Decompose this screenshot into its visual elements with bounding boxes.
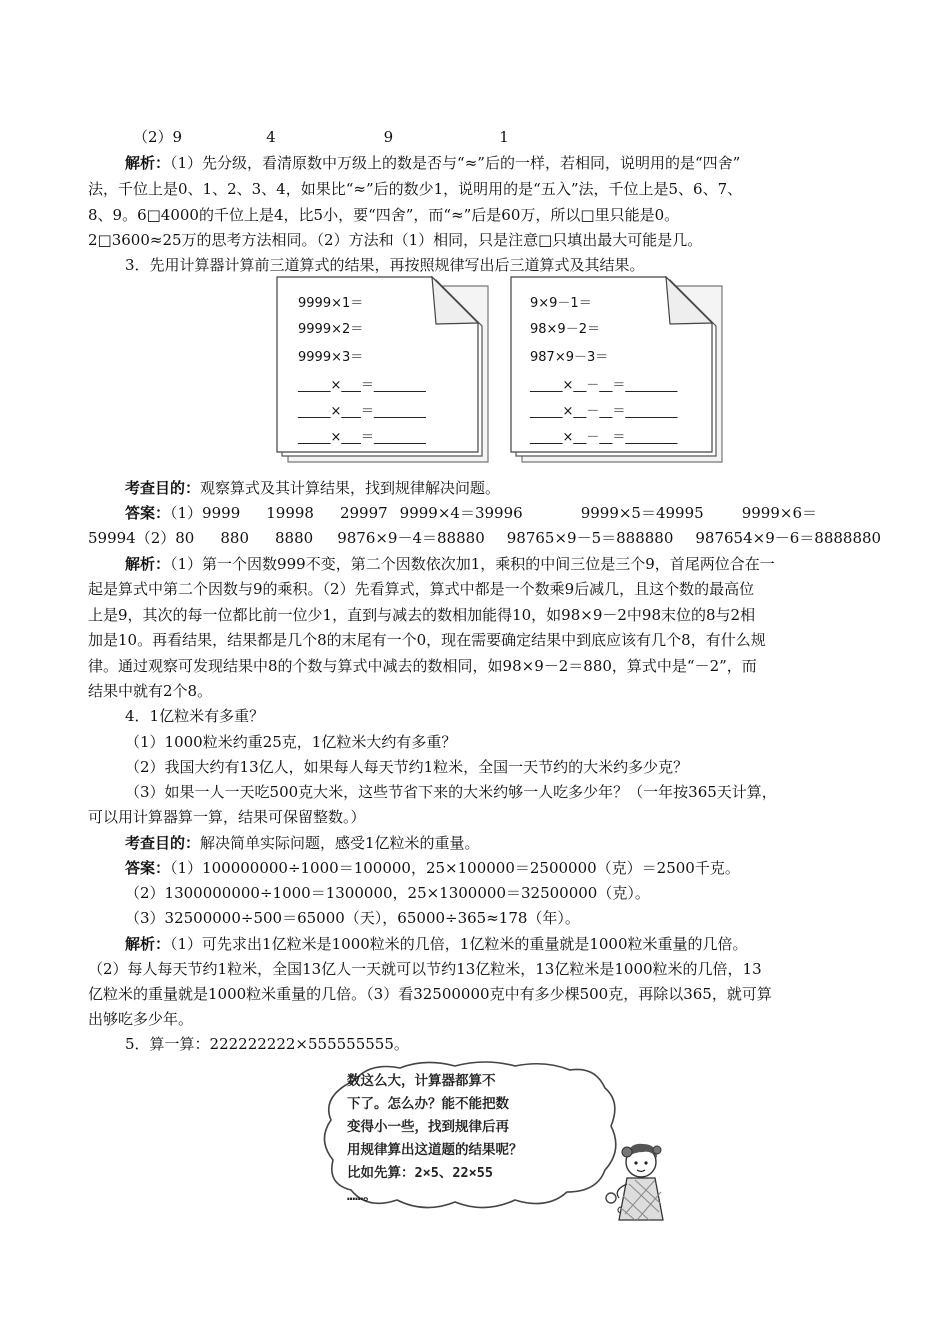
q3-ans-7: 59994（2）80	[88, 529, 195, 547]
q3-ans-5: 9999×5＝49995	[580, 504, 704, 522]
bubble-line-6: ……。	[347, 1188, 377, 1204]
q3-purpose-text: 观察算式及其计算结果，找到规律解决问题。	[200, 479, 501, 497]
q4-purpose	[125, 832, 480, 854]
q4-analysis-line-1	[125, 933, 748, 955]
card-2-eq-1: 9×9－1＝	[530, 296, 592, 311]
q3-purpose	[125, 477, 500, 499]
answer-label: 答案：	[125, 859, 171, 877]
bubble-line-5: 比如先算：2×5、22×55	[347, 1165, 494, 1181]
card-1-blank-1: _____×___＝________	[298, 378, 426, 393]
q3-analysis-line-1	[125, 553, 775, 575]
q4-sub-1: （1）1000粒米约重25克，1亿粒米大约有多重？	[125, 733, 457, 751]
q4-sub-3b: 可以用计算器算一算，结果可保留整数。）	[88, 808, 366, 826]
q4-purpose-text: 解决简单实际问题，感受1亿粒米的重量。	[200, 834, 480, 852]
q3-analysis-line-2: 起是算式中第二个因数与9的乘积。（2）先看算式，算式中都是一个数乘9后减几，且这个数的最高位	[88, 580, 755, 598]
card-1-blank-2: _____×___＝________	[298, 404, 426, 419]
q2-analysis-line-3: 8、9。6□4000的千位上是4，比5小，要“四舍”，而“≈”后是60万，所以□里只能是0。	[88, 206, 680, 224]
q4-answer-3: （3）32500000÷500＝65000（天），65000÷365≈178（年）。	[125, 909, 580, 927]
card-2-blank-3: _____×__－__＝________	[530, 430, 678, 445]
q3-ans-12: 987654×9－6＝8888880	[695, 529, 882, 547]
bubble-line-2: 下了。怎么办？能不能把数	[347, 1096, 509, 1112]
q3-analysis-line-4: 加是10。再看结果，结果都是几个8的末尾有一个0，现在需要确定结果中到底应该有几个8，有什么规	[88, 631, 766, 649]
q2-answer-1: （2）9	[133, 128, 183, 146]
q4-analysis-line-2: （2）每人每天节约1粒米，全国13亿人一天就可以节约13亿粒米，13亿粒米是1000粒米的几倍，13	[88, 960, 762, 978]
analysis-label: 解析：	[125, 935, 171, 953]
q4-sub-2: （2）我国大约有13亿人，如果每人每天节约1粒米，全国一天节约的大米约多少克？	[125, 758, 689, 776]
analysis-label: 解析：	[125, 555, 171, 573]
bubble-text	[347, 1070, 523, 1208]
card-1-eq-2: 9999×2＝	[298, 322, 364, 337]
q3-ans-6: 9999×6＝	[741, 504, 817, 522]
q4-title: 4．1亿粒米有多重？	[125, 707, 265, 725]
thought-bubble-illustration	[315, 1060, 685, 1225]
q3-title: 3．先用计算器计算前三道算式的结果，再按照规律写出后三道算式及其结果。	[125, 256, 645, 274]
formula-card-2	[510, 276, 724, 464]
q2-answer-4: 1	[499, 128, 509, 146]
q3-ans-10: 9876×9－4＝88880	[337, 529, 485, 547]
q3-ans-1: （1）9999	[170, 504, 241, 522]
card-1-eq-3: 9999×3＝	[298, 350, 364, 365]
q3-analysis-line-6: 结果中就有2个8。	[88, 682, 213, 700]
q2-answer-3: 9	[383, 128, 394, 146]
card-1-blank-3: _____×___＝________	[298, 430, 426, 445]
q4-answer-1	[125, 857, 740, 879]
card-1-eq-1: 9999×1＝	[298, 296, 364, 311]
q2-analysis-line-1	[125, 152, 740, 174]
answer-label: 答案：	[125, 504, 171, 522]
q2-analysis-line-4: 2□3600≈25万的思考方法相同。（2）方法和（1）相同，只是注意□只填出最大可能是几。	[88, 231, 703, 249]
formula-card-1	[276, 276, 490, 464]
q4-sub-3a: （3）如果一人一天吃500克大米，这些节省下来的大米约够一人吃多少年？（一年按365天计算，	[125, 783, 777, 801]
q2-answers	[133, 126, 509, 148]
q3-analysis-line-3: 上是9，其次的每一位都比前一位少1，直到与减去的数相加能得10，如98×9－2中98末位的8与2相	[88, 606, 756, 624]
girl-figure	[617, 1144, 663, 1220]
q2-analysis-text-1: （1）先分级，看清原数中万级上的数是否与“≈”后的一样，若相同，说明用的是“四舍”	[170, 154, 741, 172]
card-2-blank-2: _____×__－__＝________	[530, 404, 678, 419]
q4-analysis-text-1: （1）可先求出1亿粒米是1000粒米的几倍，1亿粒米的重量就是1000粒米重量的几倍。	[170, 935, 748, 953]
q4-answer-2: （2）1300000000÷1000＝1300000，25×1300000＝32500000（克）。	[125, 884, 650, 902]
q3-ans-3: 29997	[339, 504, 388, 522]
q2-analysis-line-2: 法，千位上是0、1、2、3、4，如果比“≈”后的数少1，说明用的是“五入”法，千位上是5、6、7、	[88, 180, 743, 198]
q3-ans-8: 880	[220, 529, 249, 547]
card-2-eq-3: 987×9－3＝	[530, 350, 609, 365]
q3-ans-9: 8880	[275, 529, 314, 547]
q4-analysis-line-4: 出够吃多少年。	[88, 1010, 194, 1028]
analysis-label: 解析：	[125, 154, 171, 172]
card-2-blank-1: _____×__－__＝________	[530, 378, 678, 393]
purpose-label: 考查目的：	[125, 834, 201, 852]
q3-analysis-line-5: 律。通过观察可发现结果中8的个数与算式中减去的数相同，如98×9－2＝880，算式中是“－2”，而	[88, 657, 757, 675]
q3-ans-11: 98765×9－5＝888880	[506, 529, 674, 547]
q3-ans-4: 9999×4＝39996	[399, 504, 523, 522]
q3-answer-line-1	[125, 502, 817, 524]
bubble-line-1: 数这么大，计算器都算不	[347, 1073, 496, 1089]
q4-analysis-line-3: 亿粒米的重量就是1000粒米重量的几倍。（3）看32500000克中有多少棵500克，再除以365，就可算	[88, 985, 772, 1003]
purpose-label: 考查目的：	[125, 479, 201, 497]
bubble-line-4: 用规律算出这道题的结果呢？	[347, 1142, 523, 1158]
q3-answer-line-2	[88, 527, 881, 549]
bubble-line-3: 变得小一些，找到规律后再	[347, 1119, 509, 1135]
q3-ans-2: 19998	[266, 504, 314, 522]
q5-title: 5．算一算：222222222×555555555。	[125, 1035, 409, 1053]
q3-analysis-text-1: （1）第一个因数999不变，第二个因数依次加1，乘积的中间三位是三个9，首尾两位合在一	[170, 555, 775, 573]
q4-answer-text-1: （1）100000000÷1000＝100000，25×100000＝2500000（克）＝2500千克。	[170, 859, 740, 877]
card-2-eq-2: 98×9－2＝	[530, 322, 600, 337]
q2-answer-2: 4	[266, 128, 276, 146]
